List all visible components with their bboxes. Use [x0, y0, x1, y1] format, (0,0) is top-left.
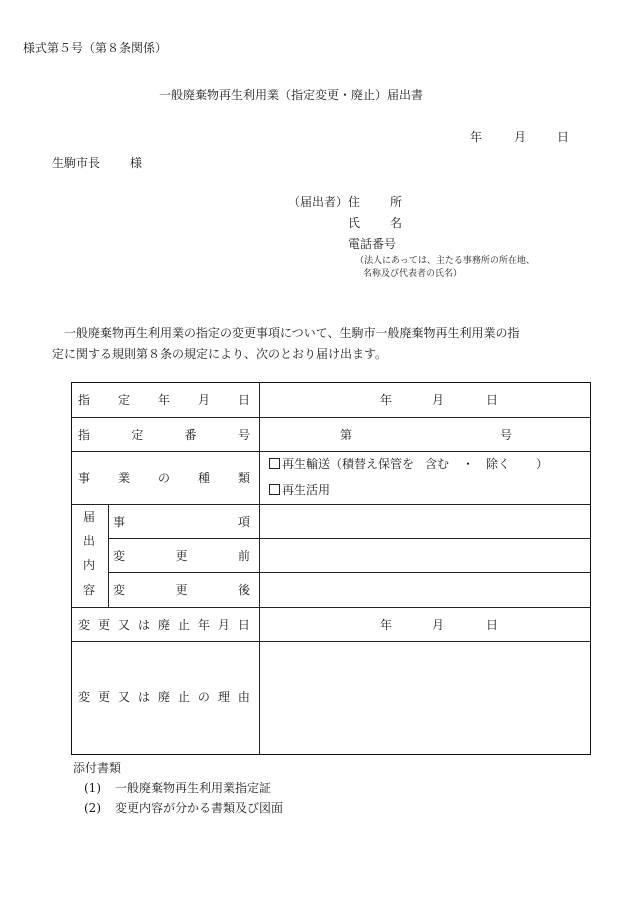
name-label-1: 氏 [348, 216, 361, 230]
row-line [72, 417, 590, 418]
document-title: 一般廃棄物再生利用業（指定変更・廃止）届出書 [159, 88, 424, 102]
date-year-label: 年 [470, 130, 483, 144]
attachment-1-number: (1) [84, 781, 101, 795]
change-day-field[interactable]: 日 [486, 618, 499, 632]
row-line [72, 451, 590, 452]
item-label: 事 項 [113, 515, 250, 529]
body-text-line1: 一般廃棄物再生利用業の指定の変更事項について、生駒市一般廃棄物再生利用業の指 [64, 326, 520, 340]
option-recycle-transport[interactable]: 再生輸送（積替え保管を [269, 457, 414, 471]
option-include[interactable]: 含む [425, 457, 450, 471]
change-reason-label: 変 更 又 は 廃 止 の 理 由 [78, 690, 250, 704]
option-exclude[interactable]: 除く [486, 457, 511, 471]
option-close-paren: ） [536, 457, 549, 471]
notification-table [71, 382, 591, 755]
designation-day-field[interactable]: 日 [486, 393, 499, 407]
designation-number-prefix[interactable]: 第 [340, 428, 353, 442]
notification-content-char-2: 出 [83, 534, 96, 548]
change-reason-field[interactable] [260, 642, 590, 754]
date-day-label: 日 [557, 130, 570, 144]
designation-year-field[interactable]: 年 [380, 393, 393, 407]
after-change-value-field[interactable] [260, 573, 590, 607]
checkbox-recycle-use[interactable] [269, 484, 280, 495]
notification-content-char-3: 内 [83, 558, 96, 572]
phone-label: 電話番号 [348, 237, 397, 251]
option-separator: ・ [462, 457, 475, 471]
change-date-label: 変 更 又 は 廃 止 年 月 日 [78, 618, 250, 632]
after-change-label: 変 更 後 [113, 583, 250, 597]
item-value-field[interactable] [260, 505, 590, 538]
before-change-value-field[interactable] [260, 539, 590, 572]
designation-date-label: 指 定 年 月 日 [78, 393, 250, 407]
corporate-note-line2: 名称及び代表者の氏名） [363, 269, 463, 279]
date-month-label: 月 [514, 130, 527, 144]
name-label-2: 名 [390, 216, 403, 230]
addressee-honorific: 様 [130, 156, 143, 170]
change-year-field[interactable]: 年 [380, 618, 393, 632]
body-text-line2: 定に関する規則第８条の規定により、次のとおり届け出ます。 [52, 347, 388, 361]
row-line [72, 607, 590, 608]
attachment-2-number: (2) [84, 801, 101, 815]
before-change-label: 変 更 前 [113, 549, 250, 563]
addressee-name: 生駒市長 [52, 156, 101, 170]
address-label-1: 住 [348, 195, 361, 209]
address-label-2: 所 [390, 195, 403, 209]
attachment-2-text: 変更内容が分かる書類及び図面 [115, 801, 284, 815]
checkbox-recycle-transport[interactable] [269, 458, 280, 469]
designation-number-label: 指 定 番 号 [78, 428, 250, 442]
attachment-1-text: 一般廃棄物再生利用業指定証 [115, 781, 272, 795]
notification-content-char-4: 容 [83, 583, 96, 597]
business-type-label: 事 業 の 種 類 [78, 471, 250, 485]
option-recycle-use[interactable]: 再生活用 [269, 483, 330, 497]
form-number: 様式第５号（第８条関係） [23, 41, 168, 55]
subgroup-divider [108, 504, 109, 607]
notification-content-char-1: 届 [83, 510, 96, 524]
notifier-label: （届出者） [288, 195, 349, 209]
designation-number-suffix[interactable]: 号 [500, 428, 513, 442]
designation-month-field[interactable]: 月 [432, 393, 445, 407]
attachments-heading: 添付書類 [73, 761, 122, 775]
corporate-note-line1: （法人にあっては、主たる事務所の所在地、 [355, 256, 535, 266]
change-month-field[interactable]: 月 [432, 618, 445, 632]
